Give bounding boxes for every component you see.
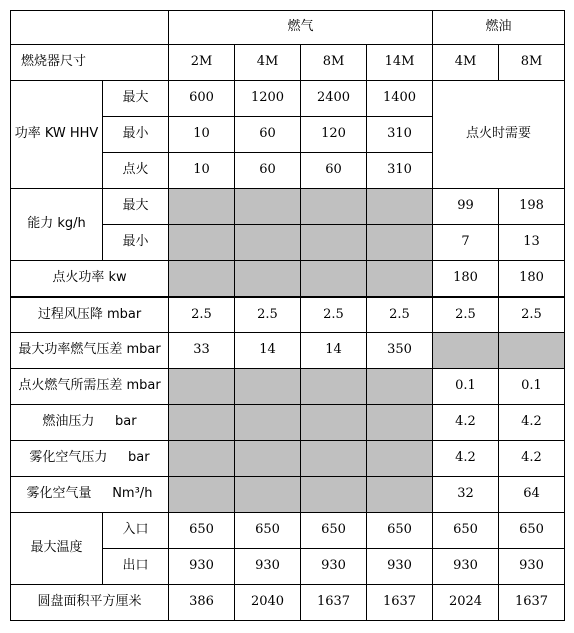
value-cell: 1637 <box>499 585 565 621</box>
value-cell: 650 <box>367 513 433 549</box>
value-cell: 2.5 <box>301 297 367 333</box>
value-cell: 4.2 <box>499 405 565 441</box>
max-gas-pressure-row <box>11 333 565 369</box>
power-sub-label: 点火 <box>103 153 169 189</box>
value-cell: 60 <box>235 153 301 189</box>
value-cell: 600 <box>169 81 235 117</box>
empty-cell <box>301 369 367 405</box>
value-cell: 14 <box>301 333 367 369</box>
value-cell: 2.5 <box>499 297 565 333</box>
value-cell: 2040 <box>235 585 301 621</box>
ignition-gas-pressure-label: 点火燃气所需压差 mbar <box>11 369 169 405</box>
value-cell: 310 <box>367 153 433 189</box>
value-cell: 930 <box>301 549 367 585</box>
value-cell: 650 <box>235 513 301 549</box>
value-cell: 2.5 <box>367 297 433 333</box>
empty-cell <box>367 261 433 297</box>
empty-cell <box>169 189 235 225</box>
empty-cell <box>367 405 433 441</box>
value-cell: 33 <box>169 333 235 369</box>
oil-pressure-label: 燃油压力 bar <box>11 405 169 441</box>
value-cell: 1200 <box>235 81 301 117</box>
value-cell: 120 <box>301 117 367 153</box>
size-cell: 8M <box>499 45 565 81</box>
power-row-max <box>11 81 565 117</box>
oil-ignition-note: 点火时需要 <box>433 81 565 189</box>
empty-cell <box>367 225 433 261</box>
empty-cell <box>499 333 565 369</box>
value-cell: 64 <box>499 477 565 513</box>
value-cell: 930 <box>499 549 565 585</box>
empty-cell <box>301 189 367 225</box>
capacity-sub-label: 最大 <box>103 189 169 225</box>
empty-cell <box>169 225 235 261</box>
size-cell: 8M <box>301 45 367 81</box>
power-sub-label: 最大 <box>103 81 169 117</box>
empty-cell <box>235 477 301 513</box>
value-cell: 310 <box>367 117 433 153</box>
empty-cell <box>235 405 301 441</box>
empty-cell <box>169 477 235 513</box>
empty-cell <box>169 369 235 405</box>
corner-cell <box>11 11 169 45</box>
value-cell: 2400 <box>301 81 367 117</box>
empty-cell <box>433 333 499 369</box>
value-cell: 60 <box>301 153 367 189</box>
empty-cell <box>301 261 367 297</box>
value-cell: 930 <box>169 549 235 585</box>
size-cell: 4M <box>433 45 499 81</box>
capacity-sub-label: 最小 <box>103 225 169 261</box>
ignition-power-label: 点火功率 kw <box>11 261 169 297</box>
value-cell: 1637 <box>301 585 367 621</box>
empty-cell <box>169 405 235 441</box>
capacity-label: 能力 kg/h <box>11 189 103 261</box>
empty-cell <box>169 441 235 477</box>
pressure-drop-label: 过程风压降 mbar <box>11 297 169 333</box>
value-cell: 350 <box>367 333 433 369</box>
power-sub-label: 最小 <box>103 117 169 153</box>
value-cell: 930 <box>235 549 301 585</box>
header-row-fuel <box>11 11 565 45</box>
value-cell: 386 <box>169 585 235 621</box>
value-cell: 1400 <box>367 81 433 117</box>
empty-cell <box>235 441 301 477</box>
value-cell: 10 <box>169 153 235 189</box>
value-cell: 650 <box>301 513 367 549</box>
empty-cell <box>235 369 301 405</box>
capacity-row-max <box>11 189 565 225</box>
value-cell: 14 <box>235 333 301 369</box>
empty-cell <box>367 189 433 225</box>
oil-pressure-row <box>11 405 565 441</box>
atomizing-pressure-label: 雾化空气压力 bar <box>11 441 169 477</box>
atomizing-volume-row <box>11 477 565 513</box>
header-row-size <box>11 45 565 81</box>
atomizing-volume-label: 雾化空气量 Nm³/h <box>11 477 169 513</box>
max-temp-label: 最大温度 <box>11 513 103 585</box>
value-cell: 2024 <box>433 585 499 621</box>
pressure-drop-row <box>11 297 565 333</box>
temp-row-inlet <box>11 513 565 549</box>
value-cell: 99 <box>433 189 499 225</box>
empty-cell <box>235 225 301 261</box>
size-label: 燃烧器尺寸 <box>11 45 169 81</box>
value-cell: 10 <box>169 117 235 153</box>
oil-header: 燃油 <box>433 11 565 45</box>
power-label: 功率 KW HHV <box>11 81 103 189</box>
disc-area-label: 圆盘面积平方厘米 <box>11 585 169 621</box>
empty-cell <box>367 369 433 405</box>
value-cell: 2.5 <box>169 297 235 333</box>
atomizing-pressure-row <box>11 441 565 477</box>
value-cell: 4.2 <box>433 405 499 441</box>
value-cell: 32 <box>433 477 499 513</box>
value-cell: 7 <box>433 225 499 261</box>
empty-cell <box>235 261 301 297</box>
disc-area-row <box>11 585 565 621</box>
size-cell: 4M <box>235 45 301 81</box>
temp-sub-label: 出口 <box>103 549 169 585</box>
value-cell: 2.5 <box>433 297 499 333</box>
max-gas-pressure-label: 最大功率燃气压差 mbar <box>11 333 169 369</box>
value-cell: 930 <box>367 549 433 585</box>
empty-cell <box>367 441 433 477</box>
value-cell: 180 <box>433 261 499 297</box>
value-cell: 4.2 <box>499 441 565 477</box>
empty-cell <box>301 441 367 477</box>
value-cell: 180 <box>499 261 565 297</box>
value-cell: 4.2 <box>433 441 499 477</box>
empty-cell <box>301 477 367 513</box>
value-cell: 198 <box>499 189 565 225</box>
empty-cell <box>235 189 301 225</box>
empty-cell <box>169 261 235 297</box>
value-cell: 650 <box>169 513 235 549</box>
burner-spec-table <box>10 10 565 621</box>
size-cell: 14M <box>367 45 433 81</box>
value-cell: 650 <box>433 513 499 549</box>
ignition-power-row <box>11 261 565 297</box>
value-cell: 650 <box>499 513 565 549</box>
empty-cell <box>301 225 367 261</box>
ignition-gas-pressure-row <box>11 369 565 405</box>
empty-cell <box>301 405 367 441</box>
empty-cell <box>367 477 433 513</box>
temp-sub-label: 入口 <box>103 513 169 549</box>
value-cell: 60 <box>235 117 301 153</box>
value-cell: 1637 <box>367 585 433 621</box>
value-cell: 930 <box>433 549 499 585</box>
value-cell: 2.5 <box>235 297 301 333</box>
gas-header: 燃气 <box>169 11 433 45</box>
value-cell: 0.1 <box>433 369 499 405</box>
size-cell: 2M <box>169 45 235 81</box>
value-cell: 0.1 <box>499 369 565 405</box>
value-cell: 13 <box>499 225 565 261</box>
